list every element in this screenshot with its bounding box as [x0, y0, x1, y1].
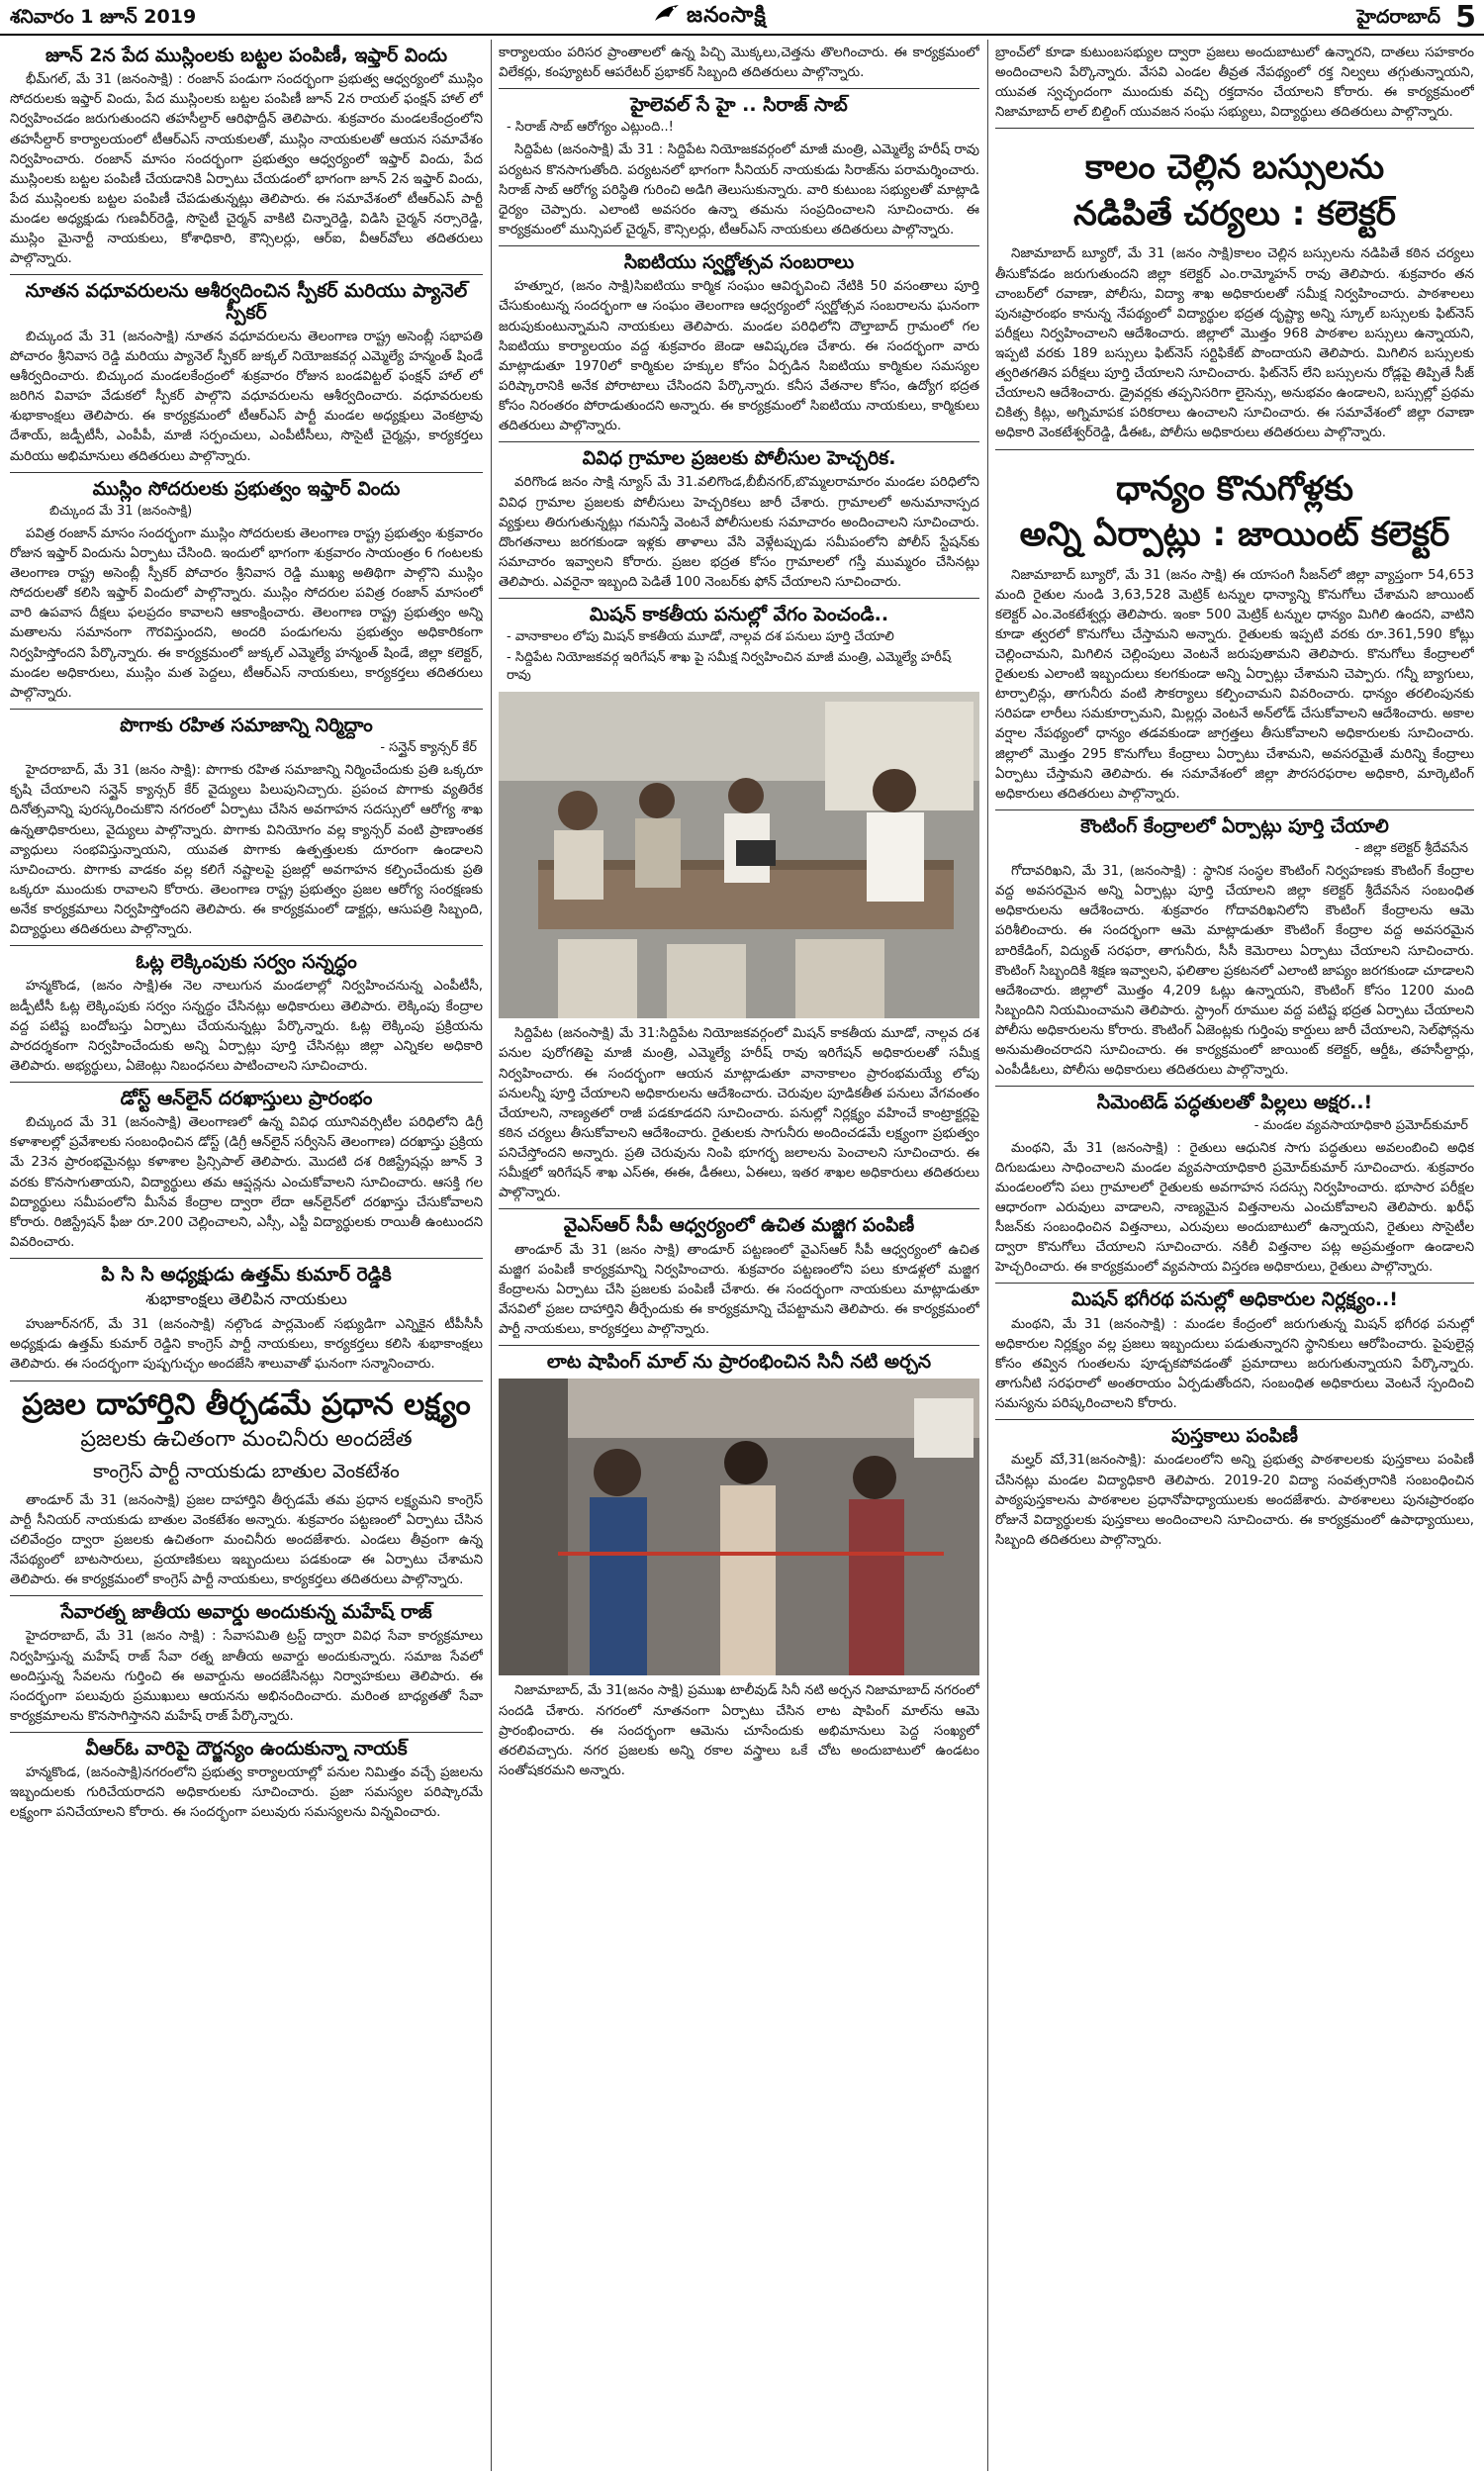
article-subheadline: కాంగ్రెస్ పార్టీ నాయకుడు బాతుల వెంకటేశం — [93, 1460, 400, 1482]
article-headline: డోస్ట్ ఆన్‌లైన్ దరఖాస్తులు ప్రారంభం — [120, 1087, 373, 1109]
article — [995, 1420, 1474, 1556]
article-headline: కౌంటింగ్ కేంద్రాలలో ఏర్పాట్లు పూర్తి చేయాలి — [1080, 814, 1389, 837]
column-divider — [491, 40, 492, 2471]
logo-bird-icon — [653, 3, 681, 25]
article-body: నిజామాబాద్ బ్యూరో, మే 31 (జనం సాక్షి) ఈ యాసంగి సీజన్‌లో జిల్లా వ్యాప్తంగా 54,653 మంది రైతుల నుండి 3,63,528 మెట్రిక్ టన్నుల ధాన్యాన్ని కొనుగోలు చేశామని జాయింట్ కలెక్టర్ ఎం.వెంకటేశ్వర్లు తెలిపారు. ఇంకా 500 మెట్రిక్ టన్నుల ధాన్యం మిగిలి ఉందని, వాటిని కూడా త్వరలో కొనుగోలు చేస్తామని అన్నారు. రైతులకు ఇప్పటి వరకు రూ.361,590 కోట్లు చెల్లించామని, మిగిలిన చెల్లింపులు వెంటనే జరుపుతామని తెలిపారు. కొనుగోలు కేంద్రాలలో రైతులకు ఎలాంటి ఇబ్బందులు కలగకుండా అన్ని ఏర్పాట్లు చేశామని చెప్పారు. గన్నీ బ్యాగులు, టార్పాలిన్లు, తాగునీరు వంటి సౌకర్యాలు కల్పించామని వివరించారు. ధాన్యం తరలింపునకు సరిపడా లారీలు సమకూర్చామని, మిల్లర్లు వెంటనే అన్‌లోడ్ చేసుకోవాలని ఆదేశించారు. అకాల వర్షాల నేపథ్యంలో ధాన్యం తడవకుండా జాగ్రత్తలు తీసుకోవాలని అధికారులకు సూచించారు. జిల్లాలో మొత్తం 295 కొనుగోలు కేంద్రాలు ఏర్పాటు చేశామని, అవసరమైతే మరిన్ని కేంద్రాలు ఏర్పాటు చేస్తామని తెలిపారు. ఈ సమావేశంలో జిల్లా పౌరసరఫరాల అధికారి, మార్కెటింగ్ అధికారులు తదితరులు పాల్గొన్నారు. — [995, 567, 1474, 802]
article-headline: ముస్లిం సోదరులకు ప్రభుత్వం ఇఫ్తార్ విందు — [92, 477, 401, 500]
article-headline: హైలెవల్ సే హై .. సిరాజ్ సాబ్ — [630, 94, 848, 117]
article — [10, 473, 483, 710]
article-subheadline: శుభాకాంక్షలు తెలిపిన నాయకులు — [145, 1289, 347, 1309]
article-headline: మిషన్ కాకతీయ పనుల్లో వేగం పెంచండి.. — [589, 604, 889, 626]
article-headline: ప్రజల దాహార్తిని తీర్చడమే ప్రధాన లక్ష్యం — [22, 1386, 471, 1422]
article — [10, 275, 483, 472]
article — [10, 946, 483, 1083]
article — [995, 810, 1474, 1087]
article-headline: పుస్తకాలు పంపిణీ — [1171, 1425, 1298, 1448]
article-headline: ఓట్ల లెక్కింపుకు సర్వం సన్నద్ధం — [136, 951, 357, 974]
article-body: హైదరాబాద్, మే 31 (జనం సాక్షి): పొగాకు రహిత సమాజాన్ని నిర్మించేందుకు ప్రతి ఒక్కరూ కృషి చేయాలని సన్షైన్ క్యాన్సర్ కేర్ వైద్యులు పిలుపునిచ్చారు. ప్రపంచ పొగాకు వ్యతిరేక దినోత్సవాన్ని పురస్కరించుకొని నగరంలో ఏర్పాటు చేసిన అవగాహన సదస్సులో ఆరోగ్య శాఖ ఉన్నతాధికారులు, వైద్యులు పాల్గొన్నారు. పొగాకు వినియోగం వల్ల క్యాన్సర్ వంటి ప్రాణాంతక వ్యాధులు సంభవిస్తున్నాయని, యువత పొగాకు ఉత్పత్తులకు దూరంగా ఉండాలని సూచించారు. పొగాకు వాడకం వల్ల కలిగే నష్టాలపై ప్రజల్లో అవగాహన కల్పించేందుకు ప్రతి ఒక్కరూ ముందుకు రావాలని కోరారు. తెలంగాణ రాష్ట్ర ప్రభుత్వం ప్రజల ఆరోగ్య సంరక్షణకు అనేక కార్యక్రమాలు నిర్వహిస్తోందని తెలిపారు. ఈ కార్యక్రమంలో డాక్టర్లు, ఆసుపత్రి సిబ్బంది, విద్యార్థులు తదితరులు పాల్గొన్నారు. — [10, 763, 483, 938]
article-photo-review-meeting — [499, 692, 979, 1018]
article — [995, 129, 1474, 449]
article-body: నిజామాబాద్ బ్యూరో, మే 31 (జనం సాక్షి)కాలం చెల్లిన బస్సులను నడిపితే కఠిన చర్యలు తీసుకోవడం జరుగుతుందని జిల్లా కలెక్టర్ ఎం.రామ్మోహన్ రావు తెలిపారు. శుక్రవారం తన చాంబర్‌లో రవాణా, పోలీసు, విద్యా శాఖ అధికారులతో సమీక్ష నిర్వహించారు. పాఠశాలలు పునఃప్రారంభం కానున్న నేపథ్యంలో విద్యార్థుల భద్రత దృష్ట్యా అన్ని స్కూల్ బస్సులకు ఫిట్‌నెస్ పరీక్షలు నిర్వహించాలని ఆదేశించారు. జిల్లాలో మొత్తం 968 పాఠశాల బస్సులు ఉన్నాయని, ఇప్పటి వరకు 189 బస్సులు ఫిట్‌నెస్ సర్టిఫికేట్ పొందాయని తెలిపారు. మిగిలిన బస్సులకు త్వరితగతిన పరీక్షలు పూర్తి చేయాలని సూచించారు. ఫిట్‌నెస్ లేని బస్సులను రోడ్లపై తిప్పితే సీజ్ చేయాలని ఆదేశించారు. డ్రైవర్లకు తప్పనిసరిగా లైసెన్సు, అనుభవం ఉండాలని, బస్సుల్లో ప్రథమ చికిత్స కిట్లు, అగ్నిమాపక పరికరాలు ఉంచాలని సూచించారు. ఈ సమావేశంలో జిల్లా రవాణా అధికారి వెంకటేశ్వర్‌రెడ్డి, డీఈఓ, పోలీసు అధికారులు తదితరులు పాల్గొన్నారు. — [995, 246, 1474, 441]
article — [995, 450, 1474, 810]
article — [10, 710, 483, 946]
article-byline: - జిల్లా కలెక్టర్ శ్రీదేవసేన — [1354, 841, 1468, 857]
article — [10, 1596, 483, 1733]
article — [10, 1083, 483, 1259]
article-body: సిద్దిపేట (జనంసాక్షి) మే 31:సిద్దిపేట నియోజకవర్గంలో మిషన్ కాకతీయ మూడో, నాల్గవ దశ పనుల పురోగతిపై మాజీ మంత్రి, ఎమ్మెల్యే హరీష్ రావు ఇరిగేషన్ అధికారులతో సమీక్ష నిర్వహించారు. ఈ సందర్భంగా ఆయన మాట్లాడుతూ వానాకాలం ప్రారంభమయ్యే లోపు పనులన్నీ పూర్తి చేయాలని అధికారులను ఆదేశించారు. చెరువుల పూడికతీత పనులు వేగవంతం చేయాలని, నాణ్యతలో రాజీ పడకూడదని సూచించారు. పనుల్లో నిర్లక్ష్యం వహించే కాంట్రాక్టర్లపై కఠిన చర్యలు తీసుకోవాలని ఆదేశించారు. రైతులకు సాగునీరు అందించడమే లక్ష్యంగా ప్రభుత్వం పనిచేస్తోందని అన్నారు. ప్రతి చెరువును నింపి భూగర్భ జలాలను పెంచాలని సూచించారు. ఈ సమీక్షలో ఇరిగేషన్ శాఖ ఎస్ఈ, ఈఈ, డీఈలు, ఏఈలు, ఇతర శాఖల అధికారులు తదితరులు పాల్గొన్నారు. — [499, 1026, 979, 1201]
article-headline: ధాన్యం కొనుగోళ్లకు — [1116, 468, 1353, 509]
column-left — [10, 40, 483, 2471]
article — [10, 1381, 483, 1597]
article — [995, 1284, 1474, 1420]
article-body: వరిగొండ జనం సాక్షి న్యూస్ మే 31.వలిగొండ,బీబీనగర్,బొమ్మలరామారం మండల పరిధిలోని వివిధ గ్రామాల ప్రజలకు పోలీసులు హెచ్చరికలు జారీ చేశారు. గ్రామాలలో అనుమానాస్పద వ్యక్తులు తిరుగుతున్నట్లు గమనిస్తే వెంటనే పోలీసులకు సమాచారం అందించాలని సూచించారు. దొంగతనాలు జరగకుండా ఇళ్లకు తాళాలు వేసి వెళ్లేటప్పుడు సమీపంలోని పోలీస్ స్టేషన్‌కు సమాచారం ఇవ్వాలని కోరారు. ప్రజల భద్రత కోసం గ్రామాలలో గస్తీ ముమ్మరం చేసినట్లు తెలిపారు. ఎవరైనా ఇబ్బంది పెడితే 100 నెంబర్‌కు ఫోన్ చేయాలని సూచించారు. — [499, 475, 979, 590]
article — [499, 1209, 979, 1346]
column-divider — [987, 40, 988, 2471]
article-body: తాండూర్ మే 31 (జనం సాక్షి) తాండూర్ పట్టణంలో వైఎస్‌ఆర్ సీపీ ఆధ్వర్యంలో ఉచిత మజ్జిగ పంపిణీ కార్యక్రమాన్ని నిర్వహించారు. శుక్రవారం పట్టణంలోని పలు కూడళ్లలో మజ్జిగ కేంద్రాలను ఏర్పాటు చేసి ప్రజలకు పంపిణీ చేశారు. ఈ సందర్భంగా నాయకులు మాట్లాడుతూ వేసవిలో ప్రజల దాహార్తిని తీర్చేందుకు ఈ కార్యక్రమాన్ని చేపట్టామని తెలిపారు. ఈ కార్యక్రమంలో పార్టీ నాయకులు, కార్యకర్తలు పాల్గొన్నారు. — [499, 1242, 979, 1338]
article-body: హత్నూర, (జనం సాక్షి)సిఐటియు కార్మిక సంఘం ఆవిర్భవించి నేటికి 50 వసంతాలు పూర్తి చేసుకుంటున్న సందర్భంగా ఆ సంఘం తెలంగాణ ఆధ్వర్యంలో స్వర్ణోత్సవ సంబరాలను ఘనంగా జరుపుకుంటున్నామని నాయకులు తెలిపారు. మండల పరిధిలోని దౌల్తాబాద్ గ్రామంలో గల సిఐటియు కార్యాలయం వద్ద శుక్రవారం జెండా ఆవిష్కరణ చేశారు. ఈ సందర్భంగా వారు మాట్లాడుతూ 1970లో కార్మికుల హక్కుల కోసం ఏర్పడిన సిఐటియు కార్మికుల సమస్యల పరిష్కారానికి అనేక పోరాటాలు చేసిందని పేర్కొన్నారు. కనీస వేతనాల కోసం, ఉద్యోగ భద్రత కోసం నిరంతరం పోరాడుతుందని అన్నారు. ఈ కార్యక్రమంలో సిఐటియు నాయకులు, కార్మికులు తదితరులు పాల్గొన్నారు. — [499, 279, 979, 434]
article-body: నిజామాబాద్, మే 31(జనం సాక్షి) ప్రముఖ టాలీవుడ్ సినీ నటి అర్చన నిజామాబాద్ నగరంలో సందడి చేశారు. నగరంలో నూతనంగా ఏర్పాటు చేసిన లాట షాపింగ్ మాల్‌ను ఆమె ప్రారంభించారు. ఈ సందర్భంగా ఆమెను చూసేందుకు అభిమానులు పెద్ద సంఖ్యలో తరలివచ్చారు. నగర ప్రజలకు అన్ని రకాల వస్త్రాలు ఒకే చోట అందుబాటులో ఉండటం సంతోషకరమని అన్నారు. — [499, 1683, 979, 1778]
article-headline: నూతన వధూవరులను ఆశీర్వదించిన స్పీకర్ మరియు ప్యానెల్ స్పీకర్ — [25, 280, 468, 324]
newspaper-logo — [653, 3, 767, 33]
article-byline: - సిద్దిపేట నియోజకవర్గ ఇరిగేషన్ శాఖ పై సమీక్ష నిర్వహించిన మాజీ మంత్రి, ఎమ్మెల్యే హరీష్ రావు — [507, 650, 952, 684]
page-number: 5 — [1455, 0, 1476, 35]
article-body: హైదరాబాద్, మే 31 (జనం సాక్షి) : సేవాసమితి ట్రస్ట్ ద్వారా వివిధ సేవా కార్యక్రమాలు నిర్వహిస్తున్న మహేష్ రాజ్ సేవా రత్న జాతీయ అవార్డు అందుకున్నారు. సమాజ సేవలో అందిస్తున్న సేవలను గుర్తించి ఈ అవార్డును అందజేసినట్లు నిర్వాహకులు తెలిపారు. ఈ సందర్భంగా పలువురు ప్రముఖులు ఆయనను అభినందించారు. మరింత బాధ్యతతో సేవా కార్యక్రమాలను కొనసాగిస్తానని మహేష్ రాజ్ పేర్కొన్నారు. — [10, 1629, 483, 1724]
article-body: బిచ్కుంద మే 31 (జనంసాక్షి) తెలంగాణలో ఉన్న వివిధ యూనివర్సిటీల పరిధిలోని డిగ్రీ కళాశాలల్లో ప్రవేశాలకు సంబంధించిన డోస్ట్ (డిగ్రీ ఆన్‌లైన్ సర్వీసెస్ తెలంగాణ) దరఖాస్తు ప్రక్రియ మే 23న ప్రారంభమైనట్లు కళాశాల ప్రిన్సిపాల్ తెలిపారు. మొదటి దశ రిజిస్ట్రేషన్లు జూన్ 3 వరకు కొనసాగుతాయని, విద్యార్థులు తమ ఆప్షన్లను ఎంచుకోవాలని సూచించారు. ఆసక్తి గల విద్యార్థులు సమీపంలోని మీసేవ కేంద్రాల ద్వారా లేదా ఆన్‌లైన్‌లో దరఖాస్తు చేసుకోవాలని కోరారు. రిజిస్ట్రేషన్ ఫీజు రూ.200 చెల్లించాలని, ఎస్సీ, ఎస్టీ విద్యార్థులకు రాయితీ ఉంటుందని వివరించారు. — [10, 1115, 483, 1250]
article-headline: సేవారత్న జాతీయ అవార్డు అందుకున్న మహేష్ రాజ్ — [60, 1601, 432, 1624]
article — [499, 89, 979, 246]
article-headline: కాలం చెల్లిన బస్సులను — [1084, 147, 1385, 188]
article-body: తాండూర్ మే 31 (జనంసాక్షి) ప్రజల దాహార్తిని తీర్చడమే తమ ప్రధాన లక్ష్యమని కాంగ్రెస్ పార్టీ సీనియర్ నాయకుడు బాతుల వెంకటేశం అన్నారు. శుక్రవారం పట్టణంలో ఏర్పాటు చేసిన చలివేంద్రం ద్వారా ప్రజలకు ఉచితంగా మంచినీరు అందజేశారు. ఎండలు తీవ్రంగా ఉన్న నేపథ్యంలో బాటసారులు, ప్రయాణికులు ఇబ్బందులు పడకుండా ఈ ఏర్పాటు చేశామని తెలిపారు. ఈ కార్యక్రమంలో కాంగ్రెస్ పార్టీ నాయకులు, కార్యకర్తలు తదితరులు పాల్గొన్నారు. — [10, 1492, 483, 1588]
article-body: సిద్దిపేట (జనంసాక్షి) మే 31 : సిద్దిపేట నియోజకవర్గంలో మాజీ మంత్రి, ఎమ్మెల్యే హరీష్ రావు పర్యటన కొనసాగుతోంది. పర్యటనలో భాగంగా సీనియర్ నాయకుడు సిరాజ్‌ను పరామర్శించారు. సిరాజ్ సాబ్ ఆరోగ్య పరిస్థితి గురించి అడిగి తెలుసుకున్నారు. వారి కుటుంబ సభ్యులతో మాట్లాడి ధైర్యం చెప్పారు. ఎలాంటి అవసరం ఉన్నా తమను సంప్రదించాలని సూచించారు. ఈ కార్యక్రమంలో మున్సిపల్ చైర్మన్, కౌన్సిలర్లు, టీఆర్ఎస్ నాయకులు తదితరులు పాల్గొన్నారు. — [499, 143, 979, 238]
masthead — [0, 0, 1484, 36]
article — [499, 599, 979, 1209]
article-body: భీమ్‌గల్, మే 31 (జనంసాక్షి) : రంజాన్ పండుగా సందర్భంగా ప్రభుత్వ ఆధ్వర్యంలో ముస్లిం సోదరులకు ఇఫ్తార్ విందు, పేద ముస్లింలకు బట్టల పంపిణీ జూన్ 2న రాయల్ ఫంక్షన్ హాల్ లో నిర్వహించడం జరుగుతుందని తహసీల్దార్ ఆరిఫొద్దీన్ తెలిపారు. శుక్రవారం మండలకేంద్రంలోని తహసీల్దార్ కార్యాలయంలో టీఆర్ఎస్ నాయకులతో, ముస్లిం నాయకులతో ఆయన సమావేశం నిర్వహించారు. రంజాన్ మాసం సందర్భంగా ప్రభుత్వం ఆధ్వర్యంలో ఇఫ్తార్ విందు, పేద ముస్లింలకు బట్టల పంపిణీ చేయడానికి ఏర్పాటు చేయడంలో భాగంగా జూన్ 2న ఇఫ్తార్ విందు, పేద ముస్లింలకు బట్టల పంపిణీ చేపడుతున్నట్లు తెలిపారు. ఈ సమావేశంలో టీఆర్ఎస్ పార్టీ మండల అధ్యక్షుడు గుణవీర్‌రెడ్డి, సొసైటీ చైర్మన్ వాకిటి చిన్నారెడ్డి, విడిసి చైర్మన్ నర్సారెడ్డి, ముస్లిం మైనార్టీ నాయకులు, కోశాధికారి, కౌన్సిలర్లు, ఆర్ఐ, వీఆర్‌వోలు తదితరులు పాల్గొన్నారు. — [10, 72, 483, 267]
article-headline: పొగాకు రహిత సమాజాన్ని నిర్మిద్దాం — [120, 714, 373, 736]
article — [995, 40, 1474, 129]
article-byline: బిచ్కుంద మే 31 (జనంసాక్షి) — [49, 503, 193, 519]
edition-city: హైదరాబాద్ — [1356, 6, 1440, 28]
article — [499, 442, 979, 599]
article-headline: వివిధ గ్రామాల ప్రజలకు పోలీసుల హెచ్చరిక. — [582, 447, 896, 470]
article-byline: - సిరాజ్ సాబ్ ఆరోగ్యం ఎట్లుంది..! — [507, 120, 674, 136]
article-headline-line2: అన్ని ఏర్పాట్లు : జాయింట్ కలెక్టర్ — [1019, 515, 1450, 555]
article-body: పవిత్ర రంజాన్ మాసం సందర్భంగా ముస్లిం సోదరులకు తెలంగాణ రాష్ట్ర ప్రభుత్వం శుక్రవారం రోజున ఇఫ్తార్ విందును ఏర్పాటు చేసింది. ఇందులో భాగంగా శుక్రవారం సాయంత్రం 6 గంటలకు తెలంగాణ రాష్ట్ర అసెంబ్లీ స్పీకర్ పోచారం శ్రీనివాస రెడ్డి ముఖ్య అతిథిగా పాల్గొని ముస్లిం సోదరులతో కలిసి ఇఫ్తార్ విందులో పాల్గొన్నారు. ముస్లిం సోదరుల పవిత్ర రంజాన్ మాసంలో వారి ఉపవాస దీక్షలు ఫలప్రదం కావాలని ఆకాంక్షించారు. తెలంగాణ రాష్ట్ర ప్రభుత్వం అన్ని మతాలను సమానంగా గౌరవిస్తుందని, అందరి పండుగలను ప్రభుత్వం అధికారికంగా నిర్వహిస్తోందని పేర్కొన్నారు. ఈ కార్యక్రమంలో జుక్కల్ ఎమ్మెల్యే హన్మంత్ షిండే, జిల్లా కలెక్టర్, మండల అధికారులు, ముస్లిం మత పెద్దలు, టీఆర్ఎస్ నాయకులు, కార్యకర్తలు తదితరులు పాల్గొన్నారు. — [10, 525, 483, 701]
article-headline: సిమెంటెడ్ పద్ధతులతో పిల్లలు అక్షర..! — [1096, 1092, 1373, 1114]
article-headline-line2: నడిపితే చర్యలు : కలెక్టర్ — [1073, 193, 1396, 234]
article-byline: - సన్షైన్ క్యాన్సర్ కేర్ — [380, 740, 477, 756]
article-headline: సిఐటియు స్వర్ణోత్సవ సంబరాలు — [623, 251, 855, 274]
article-byline: - వానాకాలం లోపు మిషన్ కాకతీయ మూడో, నాల్గవ దశ పనులు పూర్తి చేయాలి — [507, 629, 894, 645]
article-body: మల్హర్ మ‌ే,31(జనంసాక్షి): మండలంలోని అన్ని ప్రభుత్వ పాఠశాలలకు పుస్తకాలు పంపిణీ చేసినట్లు మండల విద్యాధికారి తెలిపారు. 2019-20 విద్యా సంవత్సరానికి సంబంధించిన పాఠ్యపుస్తకాలను పాఠశాలల ప్రధానోపాధ్యాయులకు అందజేశారు. పాఠశాలలు పునఃప్రారంభం రోజునే విద్యార్థులకు పుస్తకాలు అందించాలని సూచించారు. ఈ కార్యక్రమంలో ఉపాధ్యాయులు, సిబ్బంది తదితరులు పాల్గొన్నారు. — [995, 1453, 1474, 1548]
article-headline: పి సి సి అధ్యక్షుడు ఉత్తమ్ కుమార్ రెడ్డికి — [101, 1264, 392, 1285]
article-byline: - మండల వ్యవసాయాధికారి ప్రమోద్‌కుమార్ — [1253, 1117, 1468, 1133]
article-body: మంథని, మే 31 (జనంసాక్షి) : మండల కేంద్రంలో జరుగుతున్న మిషన్ భగీరథ పనుల్లో అధికారుల నిర్లక్ష్యం వల్ల ప్రజలు ఇబ్బందులు పడుతున్నారని స్థానికులు ఆరోపించారు. పైపులైన్ల కోసం తవ్విన గుంతలను పూడ్చకపోవడంతో ప్రమాదాలు జరుగుతున్నాయని పేర్కొన్నారు. తాగునీటి సరఫరాలో అంతరాయం ఏర్పడుతోందని, సంబంధిత అధికారులు వెంటనే స్పందించి సమస్యను పరిష్కరించాలని కోరారు. — [995, 1316, 1474, 1412]
column-middle — [499, 40, 979, 2471]
article-headline: లాట షాపింగ్ మాల్ ను ప్రారంభించిన సినీ నటి అర్చన — [546, 1351, 932, 1374]
article-photo-mall-opening — [499, 1379, 979, 1675]
article-body: హన్మకొండ, (జనం సాక్షి)ఈ నెల నాలుగున మండలాల్లో నిర్వహించనున్న ఎంపీటీసీ, జడ్పీటీసీ ఓట్ల లెక్కింపుకు సర్వం సన్నద్ధం చేసినట్లు అధికారులు తెలిపారు. లెక్కింపు కేంద్రాల వద్ద పటిష్ట బందోబస్తు ఏర్పాటు చేయనున్నట్లు పేర్కొన్నారు. ఓట్ల లెక్కింపు ప్రక్రియను పారదర్శకంగా నిర్వహించేందుకు అన్ని ఏర్పాట్లు పూర్తి చేసినట్లు జిల్లా ఎన్నికల అధికారి తెలిపారు. అభ్యర్థులు, ఏజెంట్లు నిబంధనలు పాటించాలని సూచించారు. — [10, 979, 483, 1074]
article — [499, 40, 979, 89]
logo-text: జనంసాక్షి — [687, 3, 767, 28]
article — [499, 246, 979, 442]
article — [10, 1733, 483, 1829]
article-body: బ్రాంచ్‌లో కూడా కుటుంబసభ్యుల ద్వారా ప్రజలు అందుబాటులో ఉన్నారని, దాతలు సహకారం అందించాలని పేర్కొన్నారు. వేసవి ఎండల తీవ్రత నేపథ్యంలో రక్త నిల్వలు తగ్గుతున్నాయని, యువత స్వచ్ఛందంగా ముందుకు వచ్చి రక్తదానం చేయాలని కోరారు. ఈ కార్యక్రమంలో నిజామాబాద్ లాల్ బిల్డింగ్ యువజన సంఘ సభ్యులు, విద్యార్థులు తదితరులు పాల్గొన్నారు. — [995, 46, 1474, 121]
article-body: గోదావరిఖని, మే 31, (జనంసాక్షి) : స్థానిక సంస్థల కౌంటింగ్ నిర్వహణకు కౌంటింగ్ కేంద్రాల వద్ద అవసరమైన అన్ని ఏర్పాట్లు పూర్తి చేయాలని జిల్లా కలెక్టర్ శ్రీదేవసేన సంబంధిత అధికారులను ఆదేశించారు. శుక్రవారం గోదావరిఖనిలోని కౌంటింగ్ కేంద్రాలను ఆమె పరిశీలించారు. ఈ సందర్భంగా ఆమె మాట్లాడుతూ కౌంటింగ్ కేంద్రాల వద్ద అవసరమైన బారికేడింగ్, విద్యుత్ సరఫరా, తాగునీరు, సీసీ కెమెరాలు ఏర్పాటు చేయాలని సూచించారు. కౌంటింగ్ సిబ్బందికి శిక్షణ ఇవ్వాలని, ఫలితాల ప్రకటనలో ఎలాంటి జాప్యం జరగకుండా చూడాలని ఆదేశించారు. జిల్లాలో మొత్తం 4,209 ఓట్లు ఉన్నాయని, కౌంటింగ్ కోసం 1200 మంది సిబ్బందిని నియమించామని తెలిపారు. స్ట్రాంగ్ రూముల వద్ద పటిష్ట భద్రత ఏర్పాటు చేయాలని పోలీసు అధికారులను కోరారు. కౌంటింగ్ ఏజెంట్లకు గుర్తింపు కార్డులు జారీ చేయాలని, సెల్‌ఫోన్లను అనుమతించరాదని సూచించారు. ఈ కార్యక్రమంలో జాయింట్ కలెక్టర్, ఆర్డీఓ, తహసీల్దార్లు, ఎంపీడీఓలు, పోలీసు అధికారులు తదితరులు పాల్గొన్నారు. — [995, 864, 1474, 1079]
article — [995, 1087, 1474, 1284]
article-headline: వైఎస్‌ఆర్ సీపీ ఆధ్వర్యంలో ఉచిత మజ్జిగ పంపిణీ — [563, 1214, 915, 1237]
article-headline: మిషన్ భగీరథ పనుల్లో అధికారుల నిర్లక్ష్యం..! — [1071, 1288, 1398, 1311]
issue-date: శనివారం 1 జూన్ 2019 — [10, 6, 197, 28]
article-body: కార్యాలయం పరిసర ప్రాంతాలలో ఉన్న పిచ్చి మొక్కలు,చెత్తను తొలగించారు. ఈ కార్యక్రమంలో విలేకర్లు, కంప్యూటర్ ఆపరేటర్ ప్రభాకర్ సిబ్బంది తదితరులు పాల్గొన్నారు. — [499, 46, 979, 81]
article-body: మంథని, మే 31 (జనంసాక్షి) : రైతులు ఆధునిక సాగు పద్ధతులు అవలంబించి అధిక దిగుబడులు సాధించాలని మండల వ్యవసాయాధికారి ప్రమోద్‌కుమార్ సూచించారు. శుక్రవారం మండలంలోని పలు గ్రామాలలో రైతులకు అవగాహన సదస్సు నిర్వహించారు. భూసార పరీక్షల ఆధారంగా ఎరువులు వాడాలని, నాణ్యమైన విత్తనాలను ఎంచుకోవాలని తెలిపారు. ఖరీఫ్ సీజన్‌కు సంబంధించిన విత్తనాలు, ఎరువులు అందుబాటులో ఉన్నాయని, రైతులు సొసైటీల ద్వారా కొనుగోలు చేయాలని సూచించారు. నకిలీ విత్తనాల పట్ల అప్రమత్తంగా ఉండాలని హెచ్చరించారు. ఈ కార్యక్రమంలో వ్యవసాయ విస్తరణ అధికారులు, రైతులు పాల్గొన్నారు. — [995, 1140, 1474, 1276]
article-headline: వీఆర్‌ఓ వారిపై దౌర్జన్యం ఉందుకున్నా నాయక్ — [85, 1737, 408, 1760]
article — [10, 40, 483, 275]
article-subheadline: ప్రజలకు ఉచితంగా మంచినీరు అందజేత — [80, 1426, 413, 1452]
mall-opening-photo-image — [499, 1379, 979, 1675]
article-body: బిచ్కుంద మే 31 (జనంసాక్షి) నూతన వధూవరులను తెలంగాణ రాష్ట్ర అసెంబ్లీ సభాపతి పోచారం శ్రీనివాస రెడ్డి మరియు ప్యానెల్ స్పీకర్ జుక్కల్ నియోజకవర్గ ఎమ్మెల్యే హన్మంత్ షిండే ఆశీర్వదించారు. బిచ్కుంద మండలకేంద్రంలో శుక్రవారం రోజున బండవిట్టల్ ఫంక్షన్ హాల్ లో జరిగిన వివాహ వేడుకలో స్పీకర్ పాల్గొని వధూవరులను ఆశీర్వదించారు. వధూవరులకు శుభాకాంక్షలు తెలిపారు. ఈ కార్యక్రమంలో టీఆర్ఎస్ పార్టీ మండల అధ్యక్షులు వెంకట్రావు దేశాయ్, జడ్పీటీసీ, ఎంపీపీ, మాజీ సర్పంచులు, ఎంపీటీసీలు, సొసైటీ చైర్మన్లు, కార్యకర్తలు మరియు అభిమానులు తదితరులు పాల్గొన్నారు. — [10, 329, 483, 464]
column-right — [995, 40, 1474, 2471]
article-body: హుజూర్‌నగర్, మే 31 (జనంసాక్షి) నల్గొండ పార్లమెంట్ సభ్యుడిగా ఎన్నికైన టీపీసీసీ అధ్యక్షుడు ఉత్తమ్ కుమార్ రెడ్డిని కాంగ్రెస్ పార్టీ నాయకులు, కార్యకర్తలు కలిసి శుభాకాంక్షలు తెలిపారు. ఈ సందర్భంగా పుష్పగుచ్ఛం అందజేసి శాలువాతో ఘనంగా సన్మానించారు. — [10, 1317, 483, 1373]
article-headline: జూన్ 2న పేద ముస్లింలకు బట్టల పంపిణీ, ఇఫ్తార్ విందు — [45, 45, 448, 66]
article — [499, 1346, 979, 1786]
article-body: హన్మకొండ, (జనంసాక్షి)నగరంలోని ప్రభుత్వ కార్యాలయాల్లో పనుల నిమిత్తం వచ్చే ప్రజలను ఇబ్బందులకు గురిచేయరాదని అధికారులకు సూచించారు. ప్రజా సమస్యల పరిష్కారమే లక్ష్యంగా పనిచేయాలని కోరారు. ఈ సందర్భంగా పలువురు సమస్యలను విన్నవించారు. — [10, 1765, 483, 1821]
meeting-photo-image — [499, 692, 979, 1018]
article — [10, 1259, 483, 1381]
